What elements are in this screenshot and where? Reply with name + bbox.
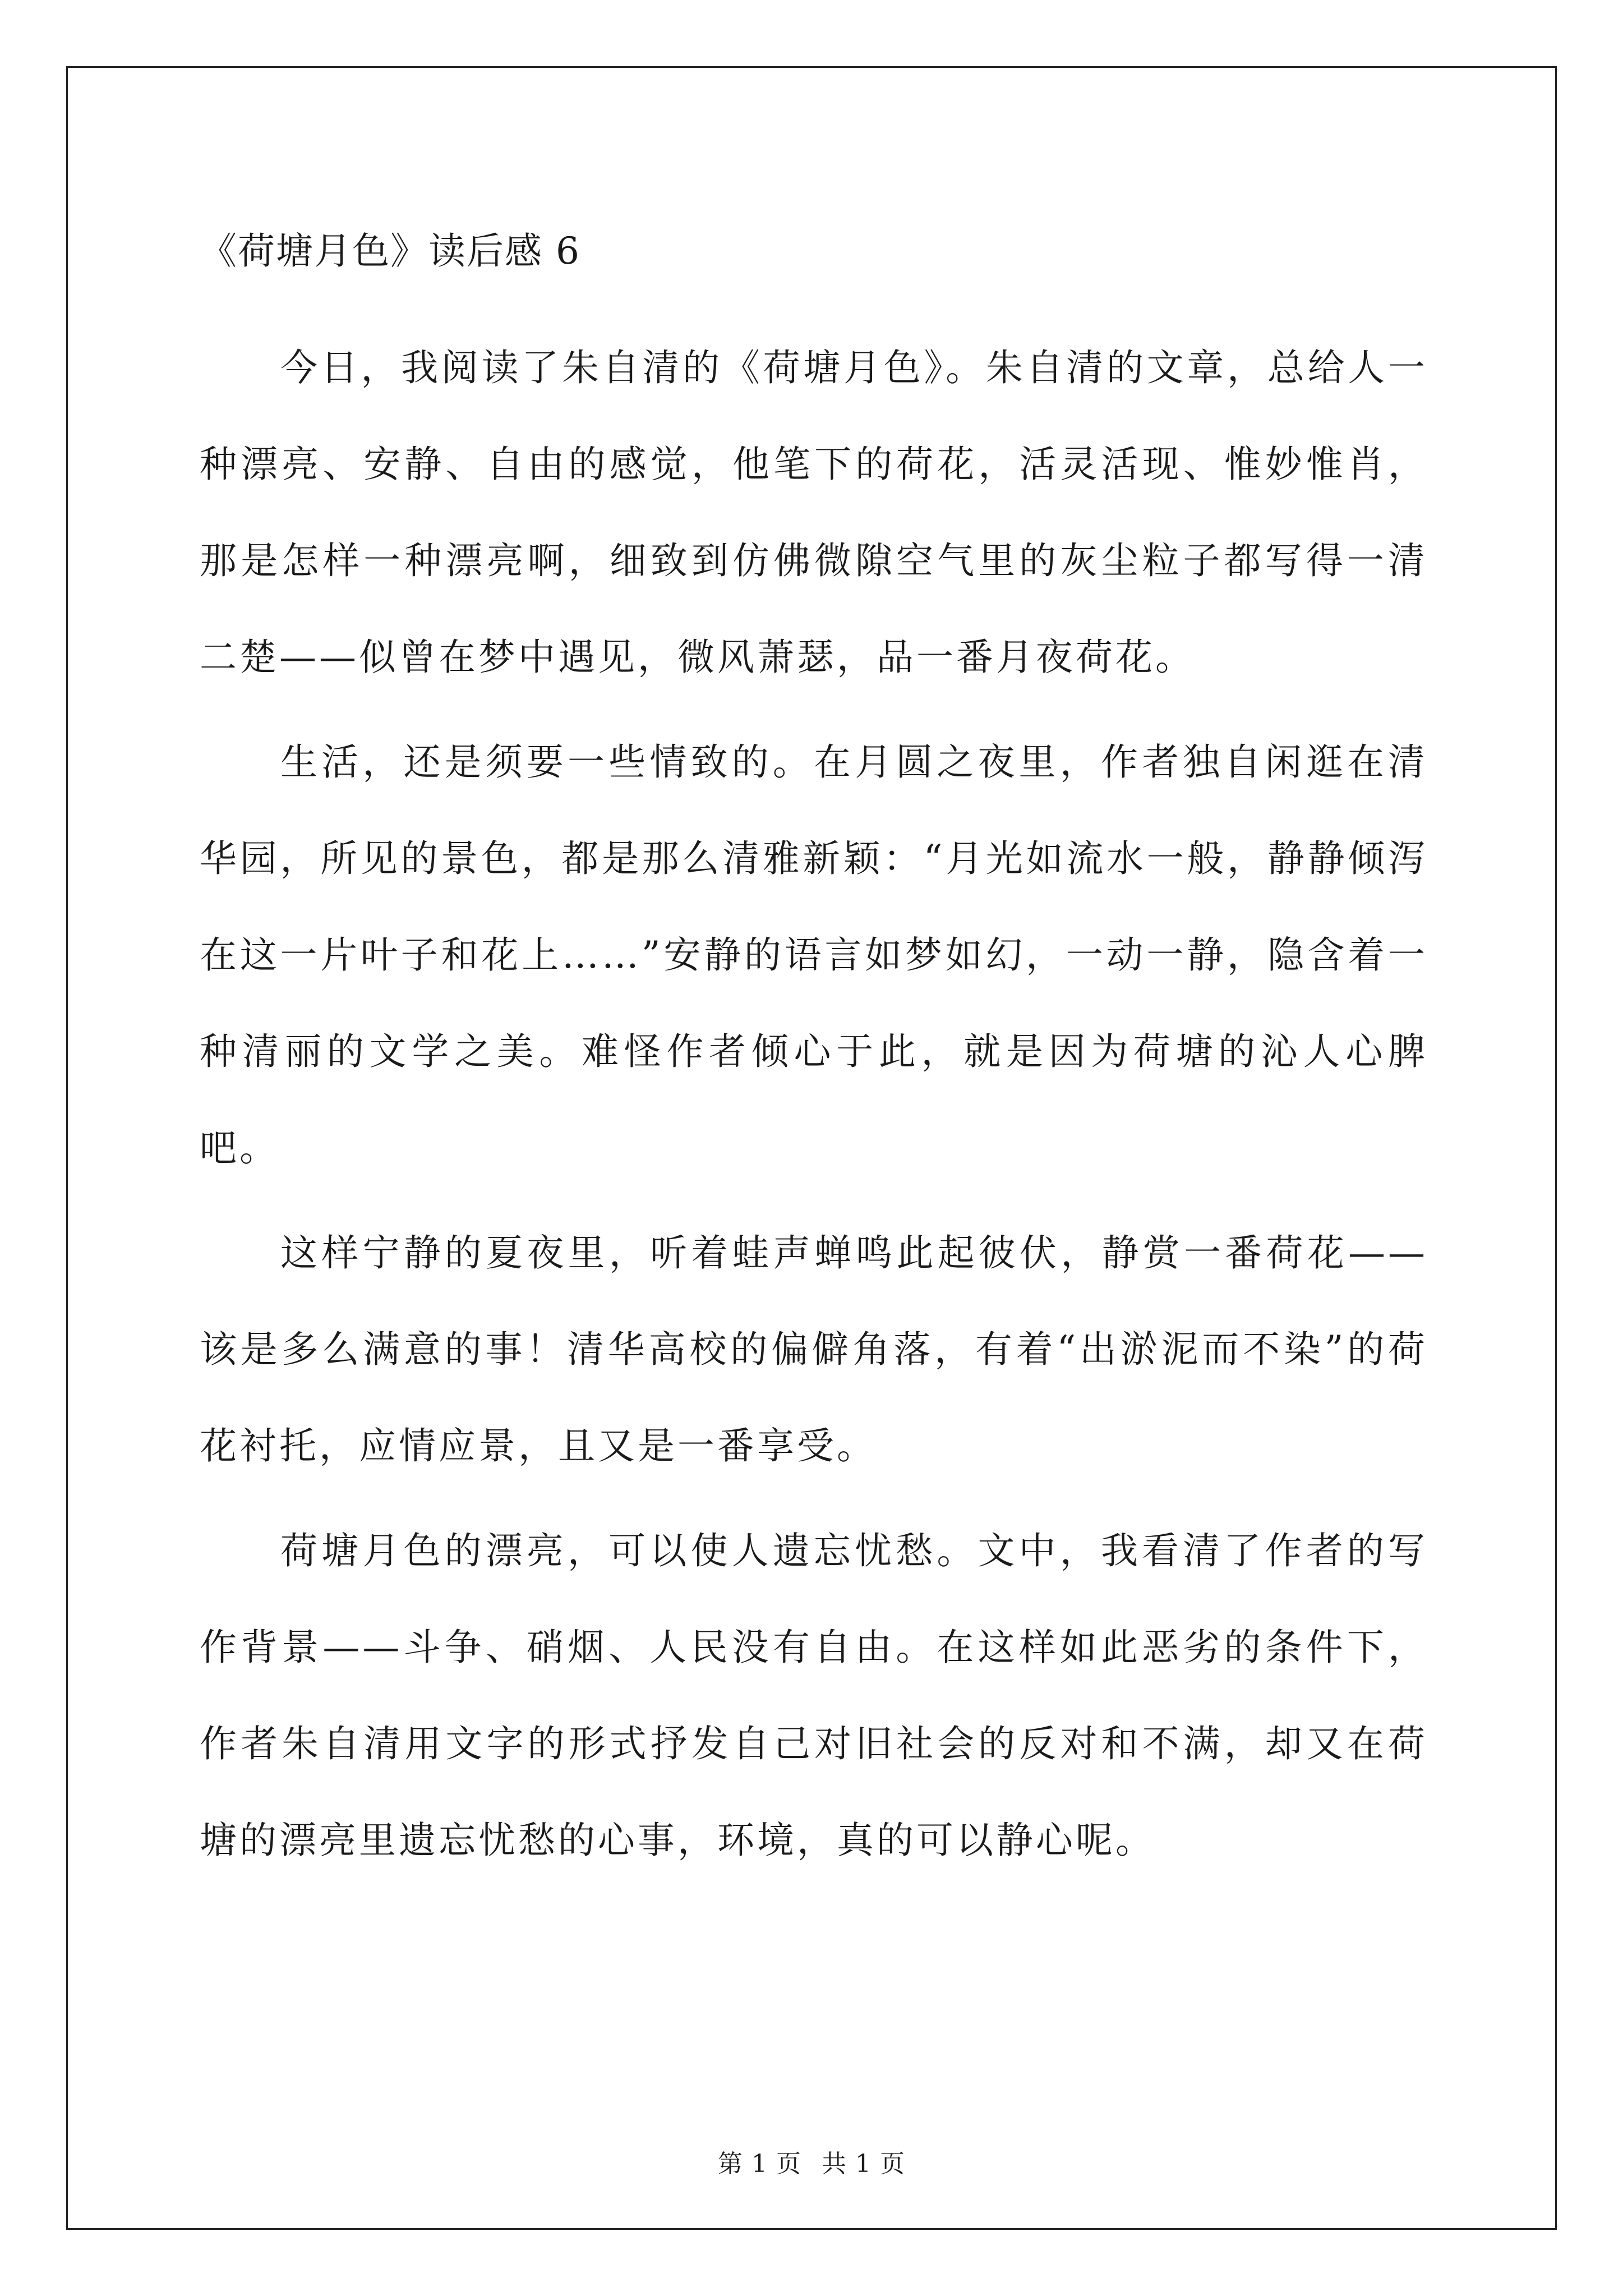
page-number: 第 1 页 <box>718 2150 801 2178</box>
page-title: 《荷塘月色》读后感 6 <box>200 229 580 273</box>
page-total: 共 1 页 <box>822 2150 905 2178</box>
paragraph-4: 荷塘月色的漂亮，可以使人遗忘忧愁。文中，我看清了作者的写作背景——斗争、硝烟、人民没有自由。在这样如此恶劣的条件下，作者朱自清用文字的形式抒发自己对旧社会的反对和不满，却又在荷塘的漂亮里遗忘忧愁的心事，环境，真的可以静心呢。 <box>200 1529 1428 1862</box>
paragraph-2: 生活，还是须要一些情致的。在月圆之夜里，作者独自闲逛在清华园，所见的景色，都是那么清雅新颖：“月光如流水一般，静静倾泻在这一片叶子和花上……”安静的语言如梦如幻，一动一静，隐含着一种清丽的文学之美。难怪作者倾心于此，就是因为荷塘的沁人心脾吧。 <box>200 740 1428 1170</box>
page-footer <box>0 2147 1623 2181</box>
paragraph-3: 这样宁静的夏夜里，听着蛙声蝉鸣此起彼伏，静赏一番荷花——该是多么满意的事！清华高校的偏僻角落，有着“出淤泥而不染”的荷花衬托，应情应景，且又是一番享受。 <box>200 1231 1428 1467</box>
document-body <box>200 223 1428 1897</box>
paragraph-1: 今日，我阅读了朱自清的《荷塘月色》。朱自清的文章，总给人一种漂亮、安静、自由的感觉，他笔下的荷花，活灵活现、惟妙惟肖，那是怎样一种漂亮啊，细致到仿佛微隙空气里的灰尘粒子都写得一清二楚——似曾在梦中遇见，微风萧瑟，品一番月夜荷花。 <box>200 346 1428 679</box>
